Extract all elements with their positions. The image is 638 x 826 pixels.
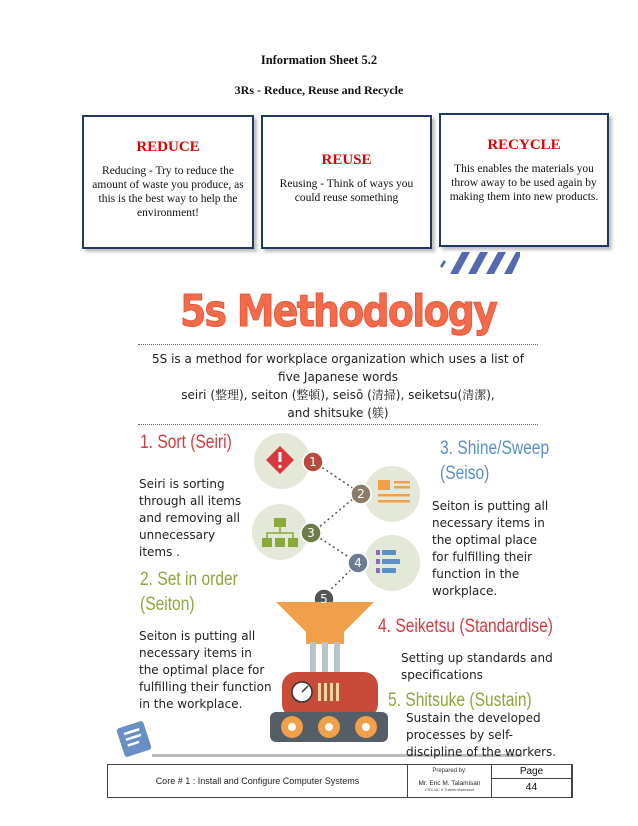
step-shine-text	[432, 498, 548, 600]
text-line: fulfilling their function	[139, 680, 272, 694]
step-set-in-order-subtitle: (Seiton)	[140, 594, 195, 615]
set-in-order-icon	[252, 504, 308, 560]
author-name: Mr. Eric M. Talamisan	[418, 780, 481, 787]
text-line: Seiton is putting all	[139, 629, 256, 643]
text-line: Setting up standards and	[401, 651, 553, 665]
intro-line: seiri (整理), seiton (整頓), seisō (清掃), seiketsu(清潔),	[181, 388, 495, 402]
sort-icon	[254, 433, 310, 489]
step-shine-title: 3. Shine/Sweep	[440, 438, 550, 459]
text-line: Seiri is sorting	[139, 477, 225, 491]
reduce-text: Reducing - Try to reduce the amount of waste you produce, as this is the best way to help the environment!	[92, 165, 244, 219]
reduce-box	[82, 115, 254, 249]
text-line: discipline of the workers.	[406, 745, 557, 759]
footer-prepared-by	[408, 765, 492, 797]
step-set-in-order-text	[139, 628, 272, 713]
reuse-title: REUSE	[321, 152, 372, 168]
reduce-title: REDUCE	[136, 139, 200, 155]
infographic-heading: 5s Methodology	[179, 286, 497, 337]
author-role: CSS NC II Trainer/Assessor	[424, 787, 475, 792]
step-standardise-text	[401, 650, 553, 684]
sheet-title: Information Sheet 5.2	[260, 53, 378, 67]
intro-line: and shitsuke (躾)	[287, 406, 389, 420]
text-line: in the workplace.	[139, 697, 243, 711]
5s-infographic	[112, 280, 564, 762]
intro-line: five Japanese words	[278, 370, 398, 384]
text-line: function in the	[432, 567, 520, 581]
text-line: specifications	[401, 668, 483, 682]
step-number: 5	[320, 592, 328, 606]
page-number: 44	[525, 781, 538, 793]
number-badges	[301, 452, 371, 609]
text-line: unnecessary	[139, 528, 216, 542]
step-standardise-title: 4. Seiketsu (Standardise)	[378, 616, 553, 637]
text-line: for fulfilling their	[432, 550, 533, 564]
text-line: items .	[139, 545, 180, 559]
shine-icon	[364, 466, 420, 522]
text-line: necessary items in	[432, 516, 545, 530]
text-line: Seiton is putting all	[432, 499, 549, 513]
step-sort-title: 1. Sort (Seiri)	[140, 432, 232, 453]
footer-core-title: Core # 1 : Install and Configure Computer Systems	[108, 765, 408, 797]
text-line: and removing all	[139, 511, 240, 525]
text-line: necessary items in	[139, 646, 252, 660]
page-footer	[107, 764, 573, 798]
sheet-subtitle: 3Rs - Reduce, Reuse and Recycle	[234, 83, 404, 97]
step-sustain-text	[406, 710, 556, 761]
step-number: 4	[354, 556, 362, 570]
reuse-box	[261, 115, 432, 249]
recycle-title: RECYCLE	[487, 137, 561, 153]
step-set-in-order-title: 2. Set in order	[140, 569, 238, 590]
recycle-box	[439, 113, 609, 247]
step-number: 2	[357, 487, 365, 501]
intro-line: 5S is a method for workplace organization which uses a list of	[152, 352, 524, 366]
text-line: through all items	[139, 494, 242, 508]
reuse-text: Reusing - Think of ways you could reuse something	[279, 178, 414, 204]
footer-page	[492, 765, 572, 797]
document-icon	[116, 720, 152, 757]
step-number: 1	[309, 455, 317, 469]
standardise-icon	[364, 535, 420, 591]
prepared-label: Prepared by:	[432, 768, 467, 774]
step-number: 3	[307, 526, 315, 540]
text-line: the optimal place	[432, 533, 537, 547]
text-line: Sustain the developed	[406, 711, 541, 725]
step-shine-subtitle: (Seiso)	[440, 463, 490, 484]
text-line: workplace.	[432, 584, 498, 598]
step-sort-text	[139, 476, 241, 561]
text-line: processes by self-	[406, 728, 513, 742]
page-label: Page	[492, 765, 571, 779]
recycle-text: This enables the materials you throw away to be used again by making them into new products.	[449, 163, 599, 203]
decorative-stripes	[440, 252, 520, 274]
text-line: the optimal place for	[139, 663, 265, 677]
step-sustain-title: 5. Shitsuke (Sustain)	[388, 690, 532, 711]
